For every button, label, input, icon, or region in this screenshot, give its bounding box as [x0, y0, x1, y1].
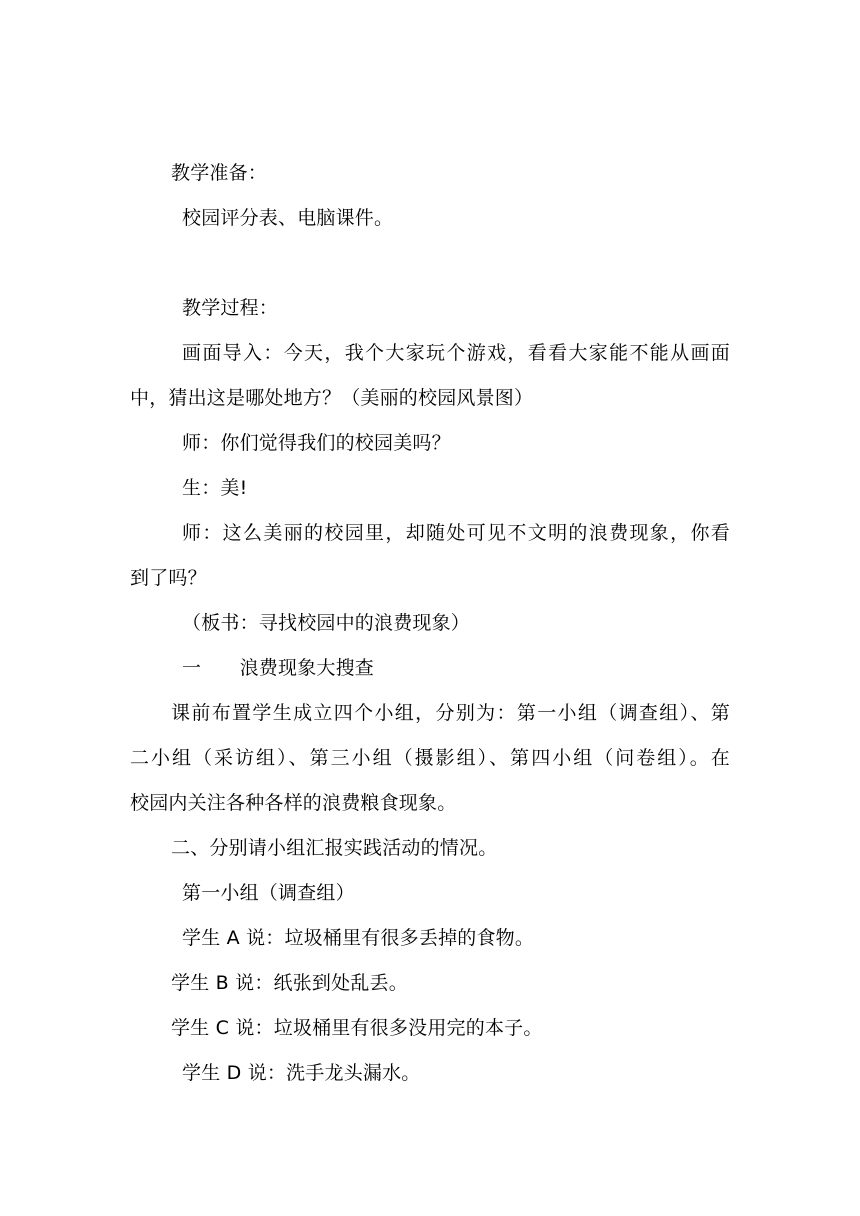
section-heading-process: 教学过程： — [182, 297, 279, 319]
student-c-statement: 学生 C 说：垃圾桶里有很多没用完的本子。 — [171, 1017, 543, 1039]
section-heading-report: 二、分别请小组汇报实践活动的情况。 — [171, 837, 498, 859]
student-a-statement: 学生 A 说：垃圾桶里有很多丢掉的食物。 — [182, 927, 535, 949]
paragraph-groups-line-3: 校园内关注各种各样的浪费粮食现象。 — [130, 792, 457, 814]
dialogue-teacher-2-line-1: 师：这么美丽的校园里，却随处可见不文明的浪费现象，你看 — [182, 522, 730, 544]
paragraph-intro-line-1: 画面导入：今天，我个大家玩个游戏，看看大家能不能从画面 — [182, 342, 730, 364]
section-heading-preparation: 教学准备： — [171, 162, 268, 184]
student-b-statement: 学生 B 说：纸张到处乱丢。 — [171, 972, 408, 994]
group-one-heading: 第一小组（调查组） — [182, 882, 355, 904]
paragraph-intro-line-2: 中，猜出这是哪处地方？（美丽的校园风景图） — [130, 387, 534, 409]
dialogue-teacher-1: 师：你们觉得我们的校园美吗？ — [182, 432, 451, 454]
paragraph-groups-line-2: 二小组（采访组）、第三小组（摄影组）、第四小组（问卷组）。在 — [130, 747, 730, 769]
student-d-statement: 学生 D 说：洗手龙头漏水。 — [182, 1062, 421, 1084]
paragraph-groups-line-1: 课前布置学生成立四个小组，分别为：第一小组（调查组）、第 — [171, 702, 730, 724]
board-note: （板书：寻找校园中的浪费现象） — [182, 612, 471, 634]
dialogue-teacher-2-line-2: 到了吗？ — [130, 567, 207, 589]
preparation-text: 校园评分表、电脑课件。 — [182, 207, 394, 229]
section-heading-search: 一 浪费现象大搜查 — [182, 657, 375, 679]
dialogue-student-1: 生：美! — [182, 477, 248, 499]
